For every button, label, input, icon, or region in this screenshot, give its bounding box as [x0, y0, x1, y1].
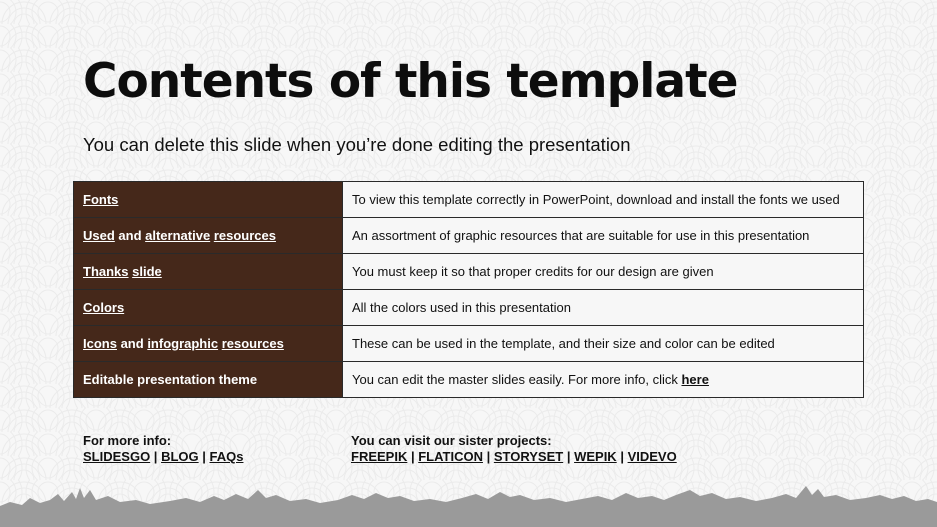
- footer-sister-projects-links: FREEPIK | FLATICON | STORYSET | WEPIK | VIDEVO: [351, 449, 677, 464]
- description-text: To view this template correctly in PowerPoint, download and install the fonts we used: [352, 192, 840, 207]
- resource-link[interactable]: infographic: [147, 336, 219, 351]
- blog-link[interactable]: BLOG: [161, 449, 199, 464]
- contents-row: [74, 218, 864, 254]
- label-text: Editable presentation theme: [83, 372, 258, 387]
- freepik-link[interactable]: FREEPIK: [351, 449, 408, 464]
- here-link[interactable]: here: [681, 372, 709, 387]
- contents-row: [74, 326, 864, 362]
- contents-row-label: [74, 326, 343, 362]
- footer-more-info-heading: For more info:: [83, 433, 172, 448]
- resource-link[interactable]: Used: [83, 228, 115, 243]
- footer-sister-projects-heading: You can visit our sister projects:: [351, 433, 552, 448]
- contents-row-description: [343, 362, 864, 398]
- label-text: and: [114, 228, 146, 243]
- contents-row-description: [343, 182, 864, 218]
- footer-more-info-links: SLIDESGO | BLOG | FAQs: [83, 449, 244, 464]
- contents-table: [73, 181, 864, 398]
- flaticon-link[interactable]: FLATICON: [418, 449, 483, 464]
- resource-link[interactable]: alternative: [145, 228, 211, 243]
- description-text: All the colors used in this presentation: [352, 300, 571, 315]
- contents-row: [74, 362, 864, 398]
- resource-link[interactable]: slide: [132, 264, 162, 279]
- label-text: and: [116, 336, 148, 351]
- slidesgo-link[interactable]: SLIDESGO: [83, 449, 151, 464]
- videvo-link[interactable]: VIDEVO: [627, 449, 677, 464]
- page-title: Contents of this template: [83, 54, 738, 109]
- wepik-link[interactable]: WEPIK: [574, 449, 617, 464]
- page-subtitle: You can delete this slide when you’re done editing the presentation: [83, 134, 631, 155]
- contents-row-label: [74, 182, 343, 218]
- footer-sister-projects: [351, 433, 677, 465]
- contents-row-description: [343, 290, 864, 326]
- description-text: You can edit the master slides easily. For more info, click: [352, 372, 682, 387]
- description-text: An assortment of graphic resources that are suitable for use in this presentation: [352, 228, 810, 243]
- contents-row-label: [74, 362, 343, 398]
- contents-row-description: [343, 254, 864, 290]
- faqs-link[interactable]: FAQs: [209, 449, 244, 464]
- resource-link[interactable]: resources: [221, 336, 284, 351]
- contents-row-label: [74, 218, 343, 254]
- contents-row: [74, 182, 864, 218]
- resource-link[interactable]: Thanks: [83, 264, 129, 279]
- resource-link[interactable]: Fonts: [83, 192, 119, 207]
- contents-row-description: [343, 326, 864, 362]
- grass-silhouette-decoration: [0, 480, 937, 527]
- storyset-link[interactable]: STORYSET: [493, 449, 564, 464]
- contents-row-label: [74, 290, 343, 326]
- contents-row: [74, 290, 864, 326]
- contents-row-label: [74, 254, 343, 290]
- contents-row-description: [343, 218, 864, 254]
- contents-row: [74, 254, 864, 290]
- resource-link[interactable]: Icons: [83, 336, 117, 351]
- resource-link[interactable]: Colors: [83, 300, 125, 315]
- resource-link[interactable]: resources: [213, 228, 276, 243]
- description-text: These can be used in the template, and their size and color can be edited: [352, 336, 775, 351]
- description-text: You must keep it so that proper credits for our design are given: [352, 264, 714, 279]
- footer-more-info: [83, 433, 243, 465]
